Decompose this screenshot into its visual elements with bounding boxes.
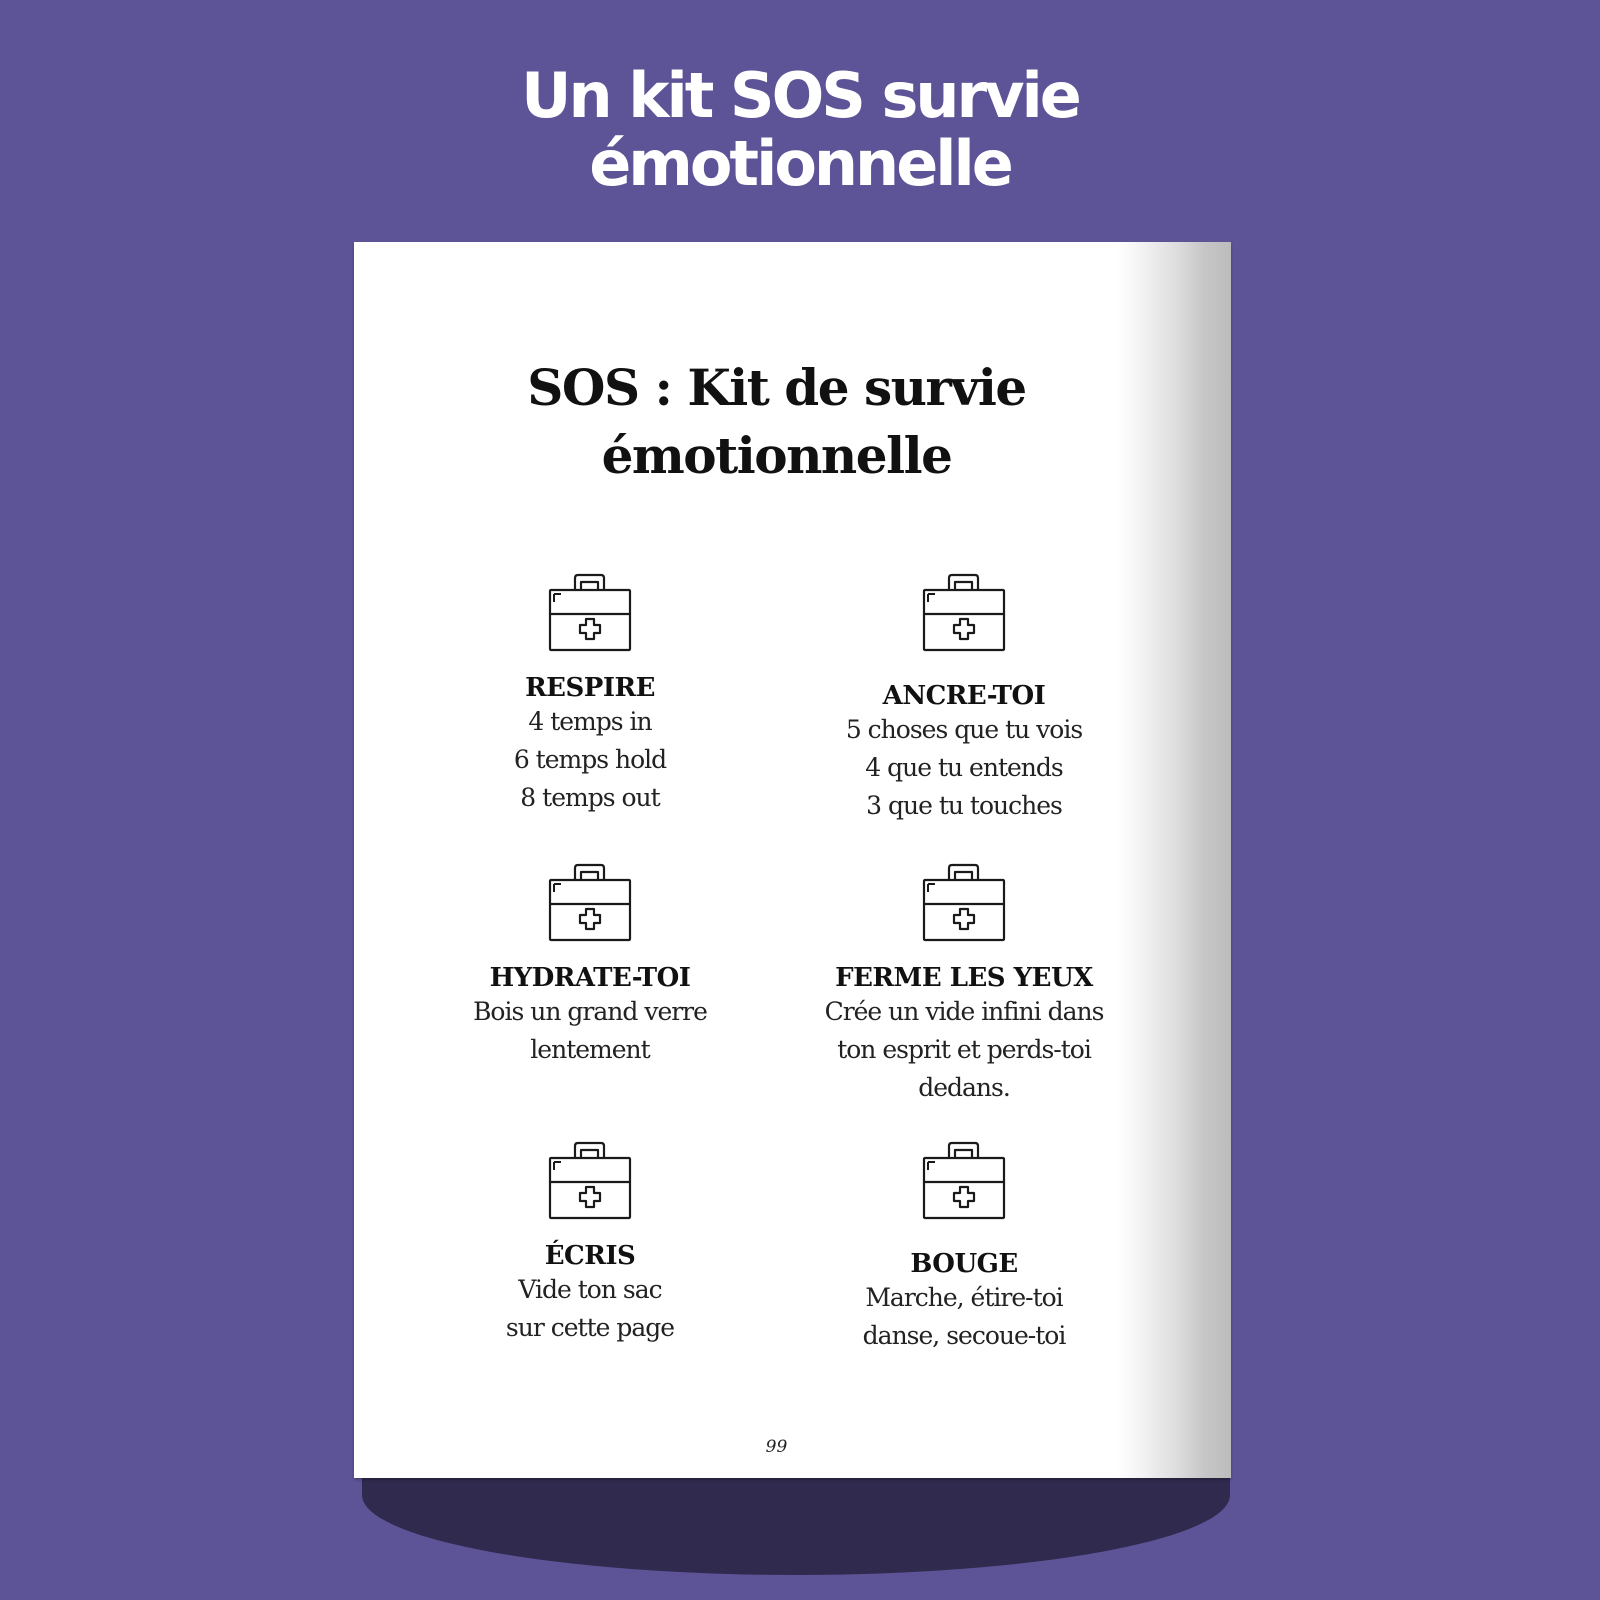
kit-item-line: dedans.: [918, 1073, 1010, 1102]
book-page: [354, 242, 1231, 1478]
first-aid-kit-icon: [922, 861, 1006, 943]
kit-item-ferme-les-yeux: [784, 861, 1144, 1107]
first-aid-kit-icon: [548, 1139, 632, 1221]
kit-item-respire: [410, 571, 770, 817]
kit-item-line: Bois un grand verre: [473, 997, 707, 1026]
headline: [0, 59, 1600, 200]
kit-item-line: sur cette page: [505, 1313, 675, 1342]
kit-item-line: 4 que tu entends: [865, 753, 1063, 782]
kit-item-title: HYDRATE-TOI: [489, 963, 691, 993]
kit-item-line: 3 que tu touches: [866, 791, 1062, 820]
kit-item-line: Vide ton sac: [518, 1275, 662, 1304]
kit-item-title: ANCRE-TOI: [882, 681, 1046, 711]
headline-line-2: émotionnelle: [589, 127, 1011, 200]
kit-item-line: 5 choses que tu vois: [845, 715, 1083, 744]
kit-item-line: danse, secoue-toi: [862, 1321, 1066, 1350]
kit-item-ancre-toi: [784, 571, 1144, 825]
page-title: [354, 354, 1199, 490]
kit-item-title: ÉCRIS: [544, 1241, 636, 1271]
first-aid-kit-icon: [922, 571, 1006, 653]
kit-item-line: 6 temps hold: [513, 745, 667, 774]
kit-item-line: Marche, étire-toi: [865, 1283, 1063, 1312]
kit-item-line: lentement: [530, 1035, 650, 1064]
kit-item-bouge: [784, 1139, 1144, 1355]
kit-item-title: BOUGE: [910, 1249, 1018, 1279]
first-aid-kit-icon: [548, 571, 632, 653]
kit-item-ecris: [410, 1139, 770, 1347]
kit-item-hydrate-toi: [410, 861, 770, 1069]
page-title-line-1: SOS : Kit de survie: [527, 358, 1026, 417]
kit-item-title: FERME LES YEUX: [835, 963, 1093, 993]
first-aid-kit-icon: [922, 1139, 1006, 1221]
headline-line-1: Un kit SOS survie: [521, 59, 1079, 132]
first-aid-kit-icon: [548, 861, 632, 943]
kit-item-line: Crée un vide infini dans: [824, 997, 1104, 1026]
page-title-line-2: émotionnelle: [601, 426, 952, 485]
kit-item-line: 8 temps out: [520, 783, 660, 812]
page-number: 99: [765, 1437, 788, 1457]
kit-item-line: ton esprit et perds-toi: [837, 1035, 1091, 1064]
kit-item-line: 4 temps in: [528, 707, 652, 736]
kit-item-title: RESPIRE: [525, 673, 655, 703]
